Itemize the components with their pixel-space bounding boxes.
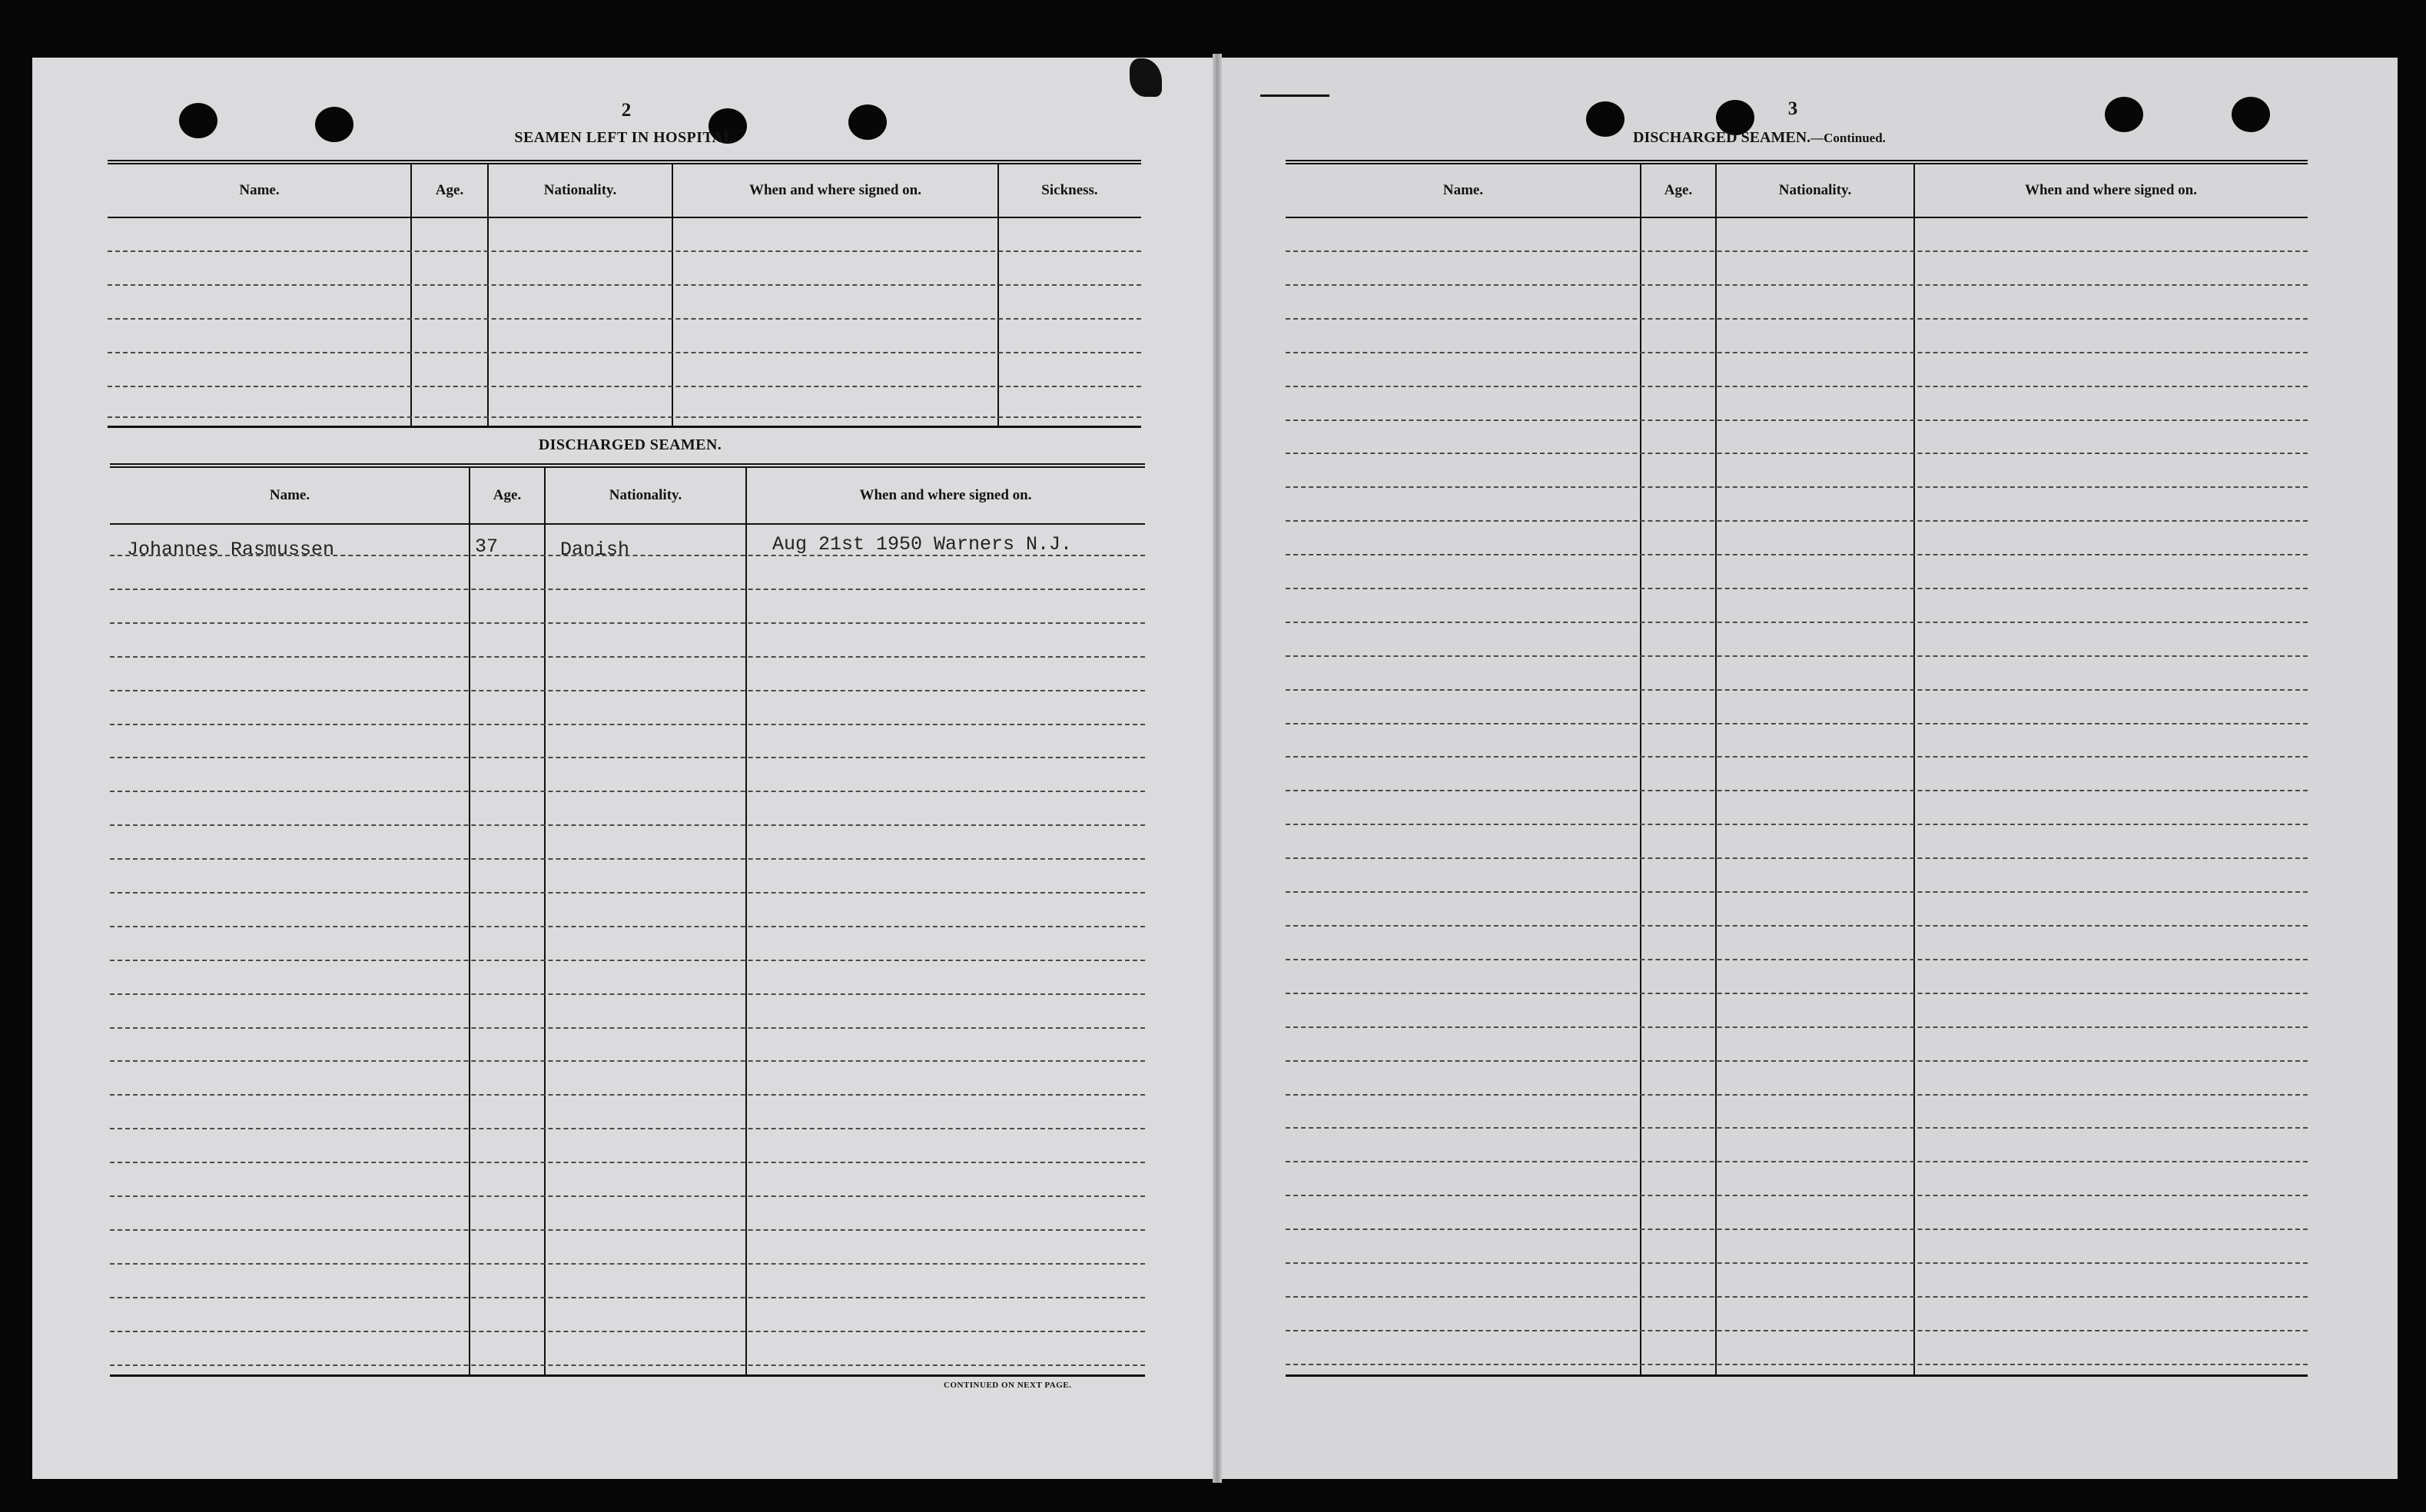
row-line [110, 926, 1145, 927]
row-line [110, 1128, 1145, 1129]
row-line [110, 960, 1145, 961]
row-line [110, 757, 1145, 758]
continued-footer: CONTINUED ON NEXT PAGE. [944, 1381, 1072, 1390]
row-line [1286, 284, 2308, 286]
continued-table-header [1286, 164, 2308, 218]
column-header-sickness: Sickness. [1041, 182, 1098, 198]
page-fold [1213, 54, 1222, 1483]
row-line [1286, 419, 2308, 421]
row-line [1286, 622, 2308, 623]
table-bottom-rule [110, 1374, 1145, 1377]
row-line [110, 858, 1145, 860]
column-header-nationality: Nationality. [1778, 182, 1852, 198]
row-line [1286, 1262, 2308, 1264]
row-line [1286, 1330, 2308, 1331]
row-line [1286, 655, 2308, 657]
column-divider [1640, 164, 1641, 1374]
row-line [110, 1263, 1145, 1265]
title-text: DISCHARGED SEAMEN. [1633, 129, 1811, 146]
column-header-age: Age. [435, 182, 464, 198]
table-bottom-rule [108, 426, 1141, 428]
row-line [108, 318, 1141, 320]
column-header-age: Age. [493, 487, 522, 503]
row-line [1286, 588, 2308, 589]
row-line [1286, 723, 2308, 724]
row-line [1286, 1127, 2308, 1129]
column-header-nationality: Nationality. [609, 487, 682, 503]
row-line [1286, 790, 2308, 791]
row-line [1286, 554, 2308, 555]
column-divider [1913, 164, 1915, 1374]
title-suffix: —Continued. [1810, 131, 1886, 145]
seaman-age: 37 [475, 536, 499, 558]
seaman-signed-on: Aug 21st 1950 Warners N.J. [772, 533, 1073, 555]
row-line [1286, 824, 2308, 825]
row-line [110, 690, 1145, 691]
discharged-continued-title [1633, 129, 1886, 147]
punch-hole [1586, 101, 1625, 137]
table-bottom-rule [1286, 1374, 2308, 1377]
column-divider [469, 468, 470, 1374]
hospital-table-header [108, 164, 1141, 218]
row-line [1286, 1364, 2308, 1365]
row-line [110, 1162, 1145, 1163]
seaman-nationality: Danish [560, 539, 630, 561]
row-line [110, 622, 1145, 624]
row-line [110, 656, 1145, 658]
row-line [110, 892, 1145, 894]
row-line [1286, 386, 2308, 387]
row-line [1286, 1228, 2308, 1230]
column-header-signed-on: When and where signed on. [859, 487, 1032, 503]
column-divider [745, 468, 747, 1374]
row-line [108, 284, 1141, 286]
row-line [1286, 318, 2308, 320]
row-line [110, 1364, 1145, 1366]
row-line [1286, 925, 2308, 927]
row-line [110, 993, 1145, 995]
discharged-table-header [110, 468, 1145, 525]
page-number: 3 [1787, 98, 1798, 119]
column-header-age: Age. [1664, 182, 1693, 198]
row-line [1286, 891, 2308, 893]
row-line [1286, 1094, 2308, 1096]
row-line [110, 1331, 1145, 1332]
row-line [1286, 1026, 2308, 1028]
ink-blot [1260, 94, 1329, 97]
row-line [1286, 520, 2308, 522]
hospital-table [108, 160, 1141, 429]
row-line [108, 416, 1141, 418]
column-header-name: Name. [269, 487, 310, 503]
row-line [1286, 1296, 2308, 1298]
row-line [1286, 857, 2308, 859]
row-line [110, 1094, 1145, 1096]
row-line [110, 1195, 1145, 1197]
row-line [108, 386, 1141, 387]
row-line [110, 1060, 1145, 1062]
row-line [1286, 352, 2308, 353]
column-header-name: Name. [1442, 182, 1484, 198]
row-line [108, 352, 1141, 353]
hospital-section-title: SEAMEN LEFT IN HOSPITAL. [514, 129, 738, 146]
punch-hole [2232, 97, 2270, 132]
row-line [1286, 1195, 2308, 1196]
column-header-name: Name. [239, 182, 280, 198]
row-line [110, 824, 1145, 826]
row-line [110, 589, 1145, 590]
row-line [110, 1027, 1145, 1029]
column-divider [1715, 164, 1717, 1374]
row-line [110, 791, 1145, 792]
punch-hole [2105, 97, 2143, 132]
page-number: 2 [621, 100, 632, 121]
row-line [1286, 689, 2308, 691]
punch-hole [315, 107, 353, 142]
row-line [1286, 993, 2308, 994]
row-line [110, 1297, 1145, 1298]
row-line [108, 250, 1141, 252]
row-line [110, 1229, 1145, 1231]
row-line [1286, 756, 2308, 758]
row-line [1286, 453, 2308, 454]
discharged-continued-table [1286, 160, 2308, 1378]
punch-hole [179, 103, 217, 138]
row-line [1286, 1161, 2308, 1162]
discharged-table [110, 463, 1145, 1378]
punch-hole [848, 104, 887, 140]
column-divider [544, 468, 546, 1374]
row-line [1286, 1060, 2308, 1062]
seaman-name: Johannes Rasmussen [127, 539, 335, 561]
column-header-signed-on: When and where signed on. [748, 182, 921, 198]
row-line [1286, 486, 2308, 488]
row-line [110, 724, 1145, 725]
row-line [1286, 250, 2308, 252]
row-line [1286, 959, 2308, 960]
discharged-section-title: DISCHARGED SEAMEN. [538, 436, 722, 453]
column-header-nationality: Nationality. [543, 182, 617, 198]
column-header-signed-on: When and where signed on. [2024, 182, 2197, 198]
